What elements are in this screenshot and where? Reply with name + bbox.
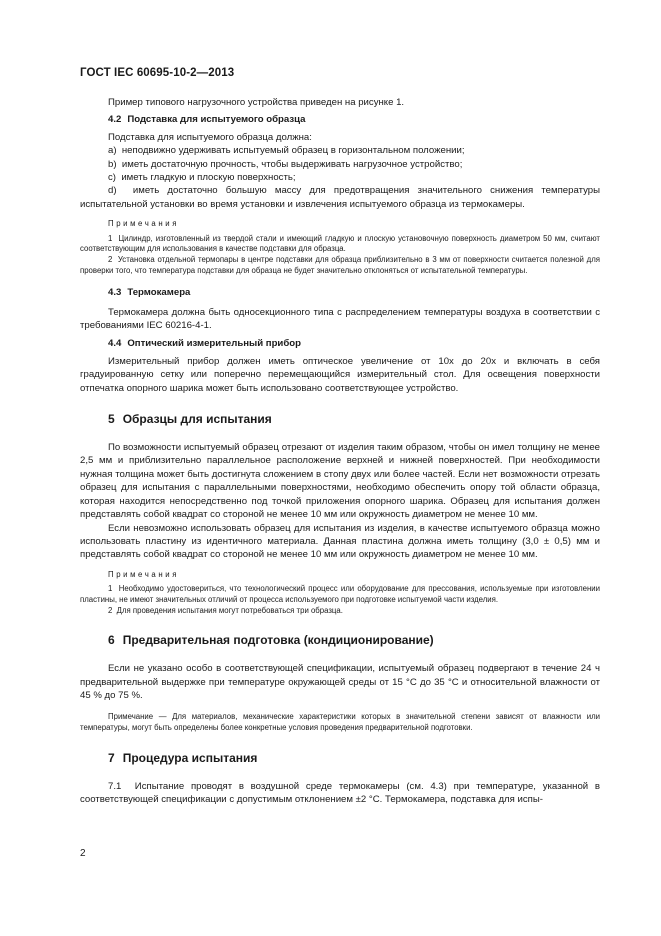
document-header: ГОСТ IEC 60695-10-2—2013 [80,67,235,79]
list-item: a) неподвижно удерживать испытуемый образец в горизонтальном положении; [108,145,465,157]
paragraph: Если не указано особо в соответствующей спецификации, испытуемый образец подвергают в течение 24 ч предварительной выдержке при температуре окружающей среды от 15 °С до 35 °С и относительной влажности от 45 % до 75 %. [80,663,600,701]
section-heading-6: 6 Предварительная подготовка (кондиционирование) [108,633,434,648]
notes-title: Примечания [108,569,180,579]
page-number: 2 [80,848,86,859]
section-heading-4-4: 4.4 Оптический измерительный прибор [108,338,301,350]
note: 1 Необходимо удостовериться, что технологический процесс или оборудование для прессования, используемые при изготовлении пластины, не имеют значительных отличий от процесса используемого при подготовке испытуемой части изделия. [80,584,600,604]
paragraph: По возможности испытуемый образец отрезают от изделия таким образом, чтобы он имел толщину не менее 2,5 мм и приблизительно параллельное расположение верхней и нижней поверхностей. При необходимости нужная толщина может быть достигнута сложением в стопу двух или более частей. Если нет возможности отрезать образец для испытания с параллельными поверхностями, необходимо обеспечить опору той области образца, которая находится непосредственно под точкой приложения опорного шарика. Образец для испытания должен представлять собой квадрат со стороной не менее 10 мм или окружность диаметром не менее 10 мм. [80,442,600,521]
note: 2 Установка отдельной термопары в центре подставки для образца приблизительно в 3 мм от поверхности считается полезной для проверки того, что температура подставки для образца не будет значительно отклоняться от испытательной температуры. [80,255,600,275]
section-heading-7: 7 Процедура испытания [108,750,258,765]
section-heading-4-3: 4.3 Термокамера [108,287,191,299]
paragraph: Измерительный прибор должен иметь оптическое увеличение от 10х до 20х и включать в себя градуированную сетку или поперечно перемещающийся измерительный стол. Для освещения поверхности отпечатка опорного шарика может быть использовано соответствующее устройство. [80,355,600,394]
paragraph: Пример типового нагрузочного устройства приведен на рисунке 1. [108,97,405,108]
list-item: d) иметь достаточно большую массу для предотвращения значительного снижения температуры испытательной установки во время установки и извлечения испытуемого образца из термокамеры. [80,185,600,210]
paragraph: Подставка для испытуемого образца должна: [108,131,312,143]
note: Примечание — Для материалов, механические характеристики которых в значительной степени зависят от влажности или температуры, могут быть определены более конкретные условия проведения предварительной подготовки. [80,712,600,732]
note: 1 Цилиндр, изготовленный из твердой стали и имеющий гладкую и плоскую установочную поверхность диаметром 50 мм, считают соответствующим для использования в качестве подставки для образца. [80,233,600,254]
paragraph: Если невозможно использовать образец для испытания из изделия, в качестве испытуемого образца можно использовать пластину из идентичного материала. Данная пластина должна иметь толщину (3,0 ± 0,5) мм и представлять собой квадрат со стороной не менее 10 мм или окружность диаметром не менее 10 мм. [80,522,600,561]
paragraph: Термокамера должна быть односекционного типа с распределением температуры воздуха в соответствии с требованиями IEC 60216-4-1. [80,306,600,332]
document-body [80,96,600,806]
note: 2 Для проведения испытания могут потребоваться три образца. [108,605,343,615]
list-item: c) иметь гладкую и плоскую поверхность; [108,172,296,184]
section-heading-4-2: 4.2 Подставка для испытуемого образца [108,114,306,126]
notes-title: Примечания [108,219,180,229]
paragraph: 7.1 Испытание проводят в воздушной среде термокамеры (см. 4.3) при температуре, указанной в соответствующей спецификации с допустимым отклонением ±2 °С. Термокамера, подставка для испы- [80,780,600,805]
list-item: b) иметь достаточную прочность, чтобы выдерживать нагрузочное устройство; [108,158,463,170]
section-heading-5: 5 Образцы для испытания [108,412,272,427]
